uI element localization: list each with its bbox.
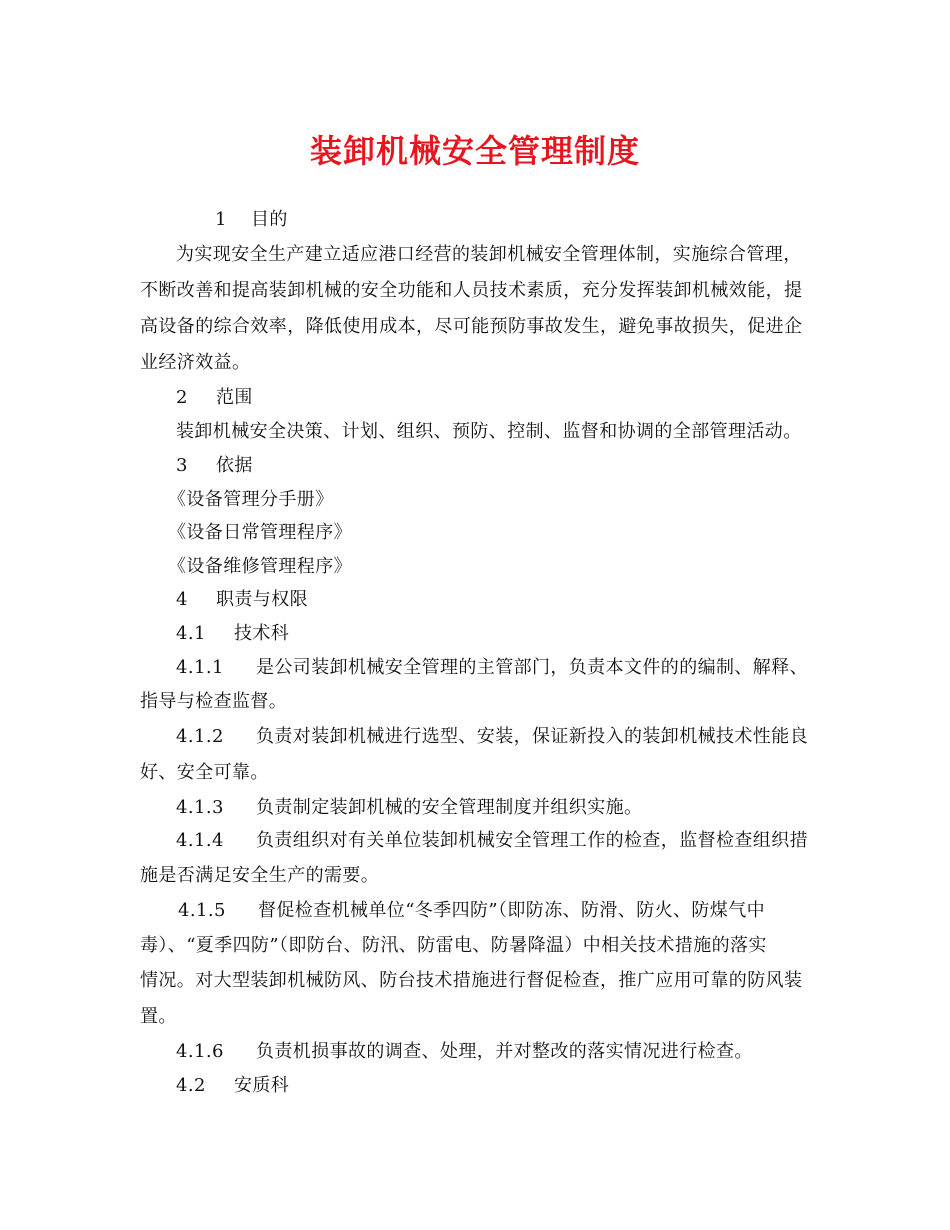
section-heading [176, 387, 253, 409]
item-text: 负责对装卸机械进行选型、安装，保证新投入的装卸机械技术性能良 [256, 726, 808, 747]
item-line [178, 900, 765, 922]
subsection-heading [176, 1075, 289, 1097]
reference-item: 《设备管理分手册》 [168, 489, 334, 510]
item-text: 是公司装卸机械安全管理的主管部门，负责本文件的的编制、解释、 [256, 657, 808, 678]
section-title: 安质科 [234, 1075, 290, 1096]
paragraph-line: 装卸机械安全决策、计划、组织、预防、控制、监督和协调的全部管理活动。 [176, 421, 802, 442]
item-text: 负责制定装卸机械的安全管理制度并组织实施。 [256, 797, 643, 818]
section-number: 2 [176, 387, 188, 408]
section-title: 技术科 [234, 623, 290, 644]
reference-item: 《设备维修管理程序》 [168, 556, 352, 577]
reference-item: 《设备日常管理程序》 [168, 522, 352, 543]
paragraph-line: 置。 [140, 1006, 177, 1027]
section-title: 依据 [216, 455, 253, 476]
item-text: 督促检查机械单位“冬季四防”（即防冻、防滑、防火、防煤气中 [258, 900, 766, 921]
item-number: 4.1.1 [176, 657, 224, 678]
item-line [176, 657, 808, 679]
section-number: 4.1 [176, 623, 206, 644]
paragraph-line: 毒）、“夏季四防”（即防台、防汛、防雷电、防暑降温）中相关技术措施的落实 [140, 935, 767, 956]
section-number: 4.2 [176, 1075, 206, 1096]
subsection-heading [176, 623, 289, 645]
section-title: 范围 [216, 387, 253, 408]
item-number: 4.1.3 [176, 797, 224, 818]
section-number: 3 [176, 455, 188, 476]
item-line [176, 726, 808, 748]
section-heading [176, 455, 253, 477]
item-number: 4.1.2 [176, 726, 224, 747]
item-number: 4.1.5 [178, 900, 226, 921]
paragraph-line: 高设备的综合效率，降低使用成本，尽可能预防事故发生，避免事故损失，促进企 [140, 316, 803, 337]
item-number: 4.1.6 [176, 1041, 224, 1062]
item-line [176, 797, 642, 819]
document-title: 装卸机械安全管理制度 [309, 132, 640, 170]
section-number: 1 [215, 209, 227, 230]
section-number: 4 [176, 589, 188, 610]
item-text: 负责组织对有关单位装卸机械安全管理工作的检查，监督检查组织措 [256, 830, 808, 851]
paragraph-line: 好、安全可靠。 [140, 762, 269, 783]
paragraph-line: 业经济效益。 [140, 352, 251, 373]
paragraph-line: 情况。对大型装卸机械防风、防台技术措施进行督促检查，推广应用可靠的防风装 [140, 970, 803, 991]
section-title: 职责与权限 [216, 589, 308, 610]
paragraph-line: 指导与检查监督。 [140, 691, 288, 712]
section-heading [215, 209, 288, 231]
paragraph-line: 为实现安全生产建立适应港口经营的装卸机械安全管理体制，实施综合管理， [176, 244, 802, 265]
item-number: 4.1.4 [176, 830, 224, 851]
paragraph-line: 施是否满足安全生产的需要。 [140, 865, 380, 886]
item-line [176, 1041, 753, 1063]
section-title: 目的 [251, 209, 288, 230]
paragraph-line: 不断改善和提高装卸机械的安全功能和人员技术素质，充分发挥装卸机械效能，提 [140, 280, 803, 301]
item-line [176, 830, 808, 852]
section-heading [176, 589, 308, 611]
item-text: 负责机损事故的调查、处理，并对整改的落实情况进行检查。 [256, 1041, 753, 1062]
